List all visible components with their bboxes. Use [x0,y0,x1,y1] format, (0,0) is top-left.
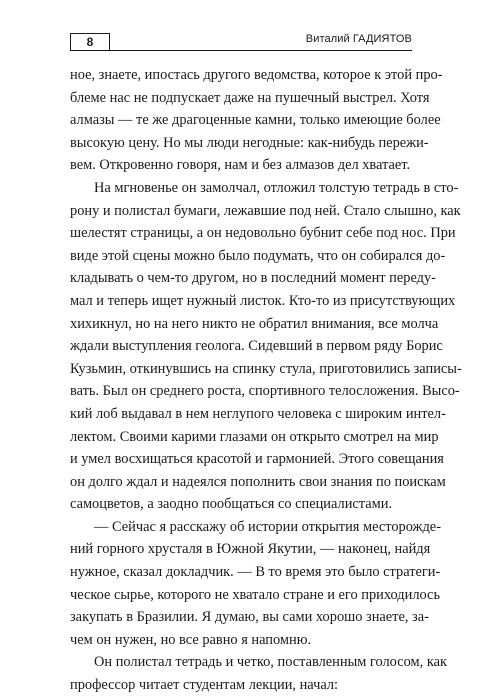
text-line: чем он нужен, но все равно я напомню. [70,631,312,648]
text-line: лектом. Своими карими глазами он открыто смотрел на мир [70,428,439,445]
paragraph [70,651,447,696]
running-header [70,33,412,53]
text-line: вем. Откровенно говоря, нам и без алмазов дел хватает. [70,157,411,174]
text-line: ний горного хрусталя в Южной Якутии, — наконец, найдя [70,541,431,558]
running-header-author: Виталий ГАДИЯТОВ [305,33,412,45]
text-line: шелестят страницы, а он недовольно бубнит себе под нос. При [70,225,456,242]
text-line: мал и теперь ищет нужный листок. Кто-то из присутствующих [70,292,456,309]
text-line: закупать в Бразилии. Я думаю, вы сами хорошо знаете, за- [70,609,429,626]
text-line: вать. Был он среднего роста, спортивного телосложения. Высо- [70,383,460,400]
text-line: алмазы — те же драгоценные камни, только имеющие более [70,112,441,129]
paragraph [70,516,441,652]
text-line: кладывать о чем-то другом, но в последний момент переду- [70,270,436,287]
paragraph [70,177,462,516]
text-line: высокую цену. Но мы люди негодные: как-нибудь пережи- [70,134,429,151]
page-number: 8 [70,33,110,51]
text-line: профессор читает студентам лекции, начал: [70,677,339,694]
text-line: Кузьмин, откинувшись на спинку стула, приготовились записы- [70,360,462,377]
text-line: Он полистал тетрадь и четко, поставленным голосом, как [94,654,447,671]
text-line: ное, знаете, ипостась другого ведомства, которое к этой про- [70,67,443,83]
text-line: самоцветов, а заодно пообщаться со специалистами. [70,496,393,513]
text-line: — Сейчас я расскажу об истории открытия месторожде- [94,518,441,535]
paragraph [70,64,443,177]
text-line: кий лоб выдавал в нем неглупого человека с широким интел- [70,405,446,422]
header-rule [110,50,412,51]
text-line: рону и полистал бумаги, лежавшие под ней. Стало слышно, как [70,202,461,219]
text-line: нужное, сказал докладчик. — В то время это было стратеги- [70,564,441,581]
text-line: блеме нас не подпускает даже на пушечный выстрел. Хотя [70,89,430,106]
text-line: виде этой сцены можно было подумать, что он собирался до- [70,247,446,264]
text-line: ждали выступления геолога. Сидевший в первом ряду Борис [70,338,443,355]
text-line: он долго ждал и надеялся пополнить свои знания по поискам [70,473,446,490]
text-line: и умел восхищаться красотой и гармонией. Этого совещания [70,451,444,468]
text-line: ческое сырье, которого не хватало стране и его приходилось [70,586,441,603]
body-text [70,64,462,697]
text-line: На мгновенье он замолчал, отложил толстую тетрадь в сто- [94,179,459,196]
text-line: хихикнул, но на него никто не обратил внимания, все молча [70,315,439,332]
